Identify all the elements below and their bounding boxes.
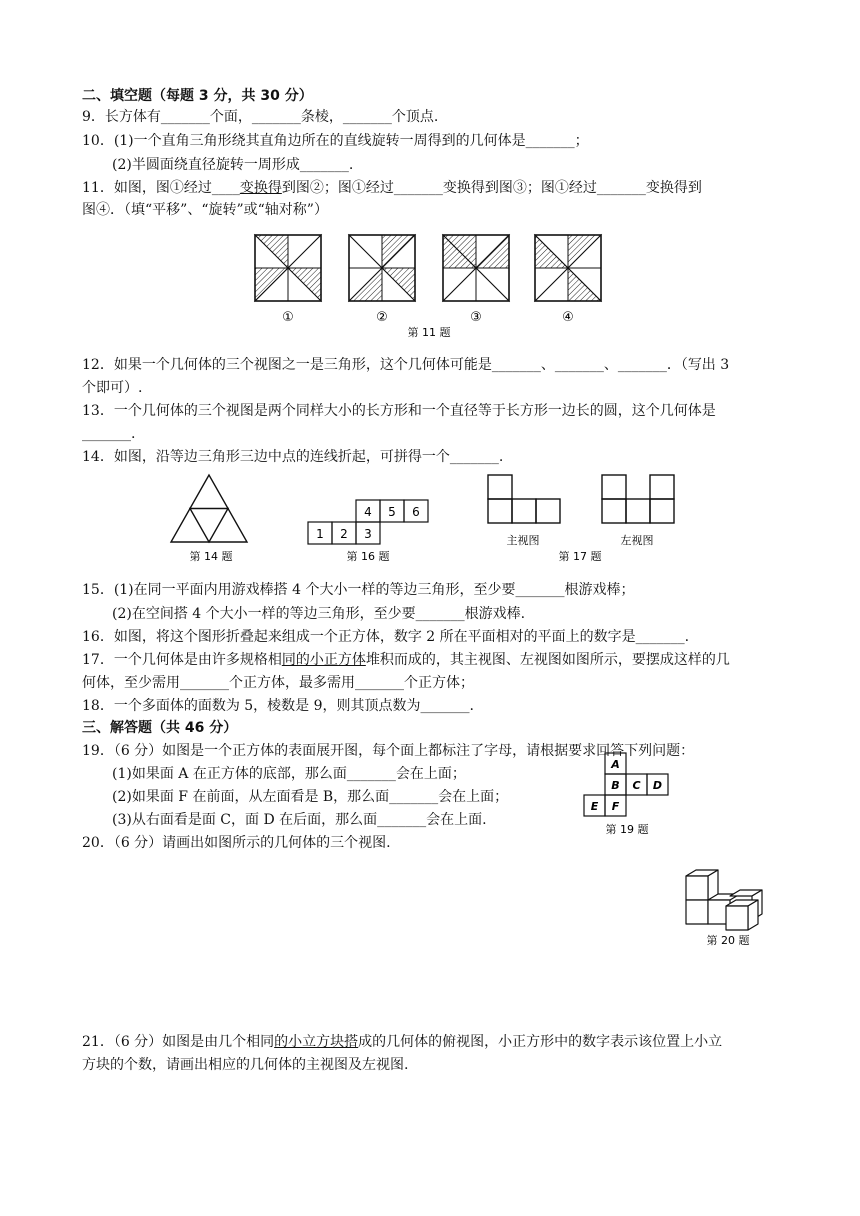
question-9: 9．长方体有_______个面，_______条棱，_______个顶点. <box>82 109 439 125</box>
fig19-letter-C: C <box>632 779 641 792</box>
fig14-caption: 第 14 题 <box>189 550 233 563</box>
q17-text-a: 17．一个几何体是由许多规格相 <box>82 652 282 668</box>
fig11-label-4: ④ <box>562 310 574 325</box>
question-19-part3: (3)从右面看是面 C，面 D 在后面，那么面_______会在上面. <box>112 812 487 828</box>
question-12-line1: 12．如果一个几何体的三个视图之一是三角形，这个几何体可能是_______、_______、_______．（写出 3 <box>82 357 730 373</box>
question-15-part1: 15．(1)在同一平面内用游戏棒搭 4 个大小一样的等边三角形，至少要_______根游戏棒； <box>82 582 635 598</box>
question-18: 18．一个多面体的面数为 5，棱数是 9，则其顶点数为_______. <box>82 698 474 714</box>
fig19-letter-E: E <box>590 800 599 813</box>
question-17-line1 <box>82 650 730 670</box>
question-11-line2: 图④．（填“平移”、“旋转”或“轴对称”） <box>82 202 328 218</box>
question-10-part1: 10．(1)一个直角三角形绕其直角边所在的直线旋转一周得到的几何体是_______； <box>82 133 589 149</box>
fig17-front-view <box>488 475 560 523</box>
fig11-label-3: ③ <box>470 310 482 325</box>
fig11-caption: 第 11 题 <box>407 326 451 339</box>
fig11-label-1: ① <box>282 310 294 325</box>
fig16-num-3: 3 <box>364 527 372 541</box>
fig16-num-6: 6 <box>412 505 420 519</box>
fig16-num-4: 4 <box>364 505 372 519</box>
question-19-part2: (2)如果面 F 在前面，从左面看是 B，那么面_______会在上面； <box>112 789 509 805</box>
question-14: 14．如图，沿等边三角形三边中点的连线折起，可拼得一个_______. <box>82 449 504 465</box>
fig17-caption: 第 17 题 <box>558 550 602 563</box>
figure-14-16-17 <box>0 470 860 570</box>
fig16-num-5: 5 <box>388 505 396 519</box>
question-13-line1: 13．一个几何体的三个视图是两个同样大小的长方形和一个直径等于长方形一边长的圆，这个几何体是 <box>82 403 716 419</box>
fig16-num-2: 2 <box>340 527 348 541</box>
fig11-label-2: ② <box>376 310 388 325</box>
q21-text-a: 21．（6 分）如图是由几个相同 <box>82 1034 275 1050</box>
fig17-left-view <box>602 475 674 523</box>
fig19-letter-B: B <box>611 779 620 792</box>
section2-title: 二、填空题（每题 3 分，共 30 分） <box>82 88 313 104</box>
question-17-line2: 何体，至少需用_______个正方体，最多需用_______个正方体； <box>82 675 474 691</box>
question-10-part2: (2)半圆面绕直径旋转一周形成_______. <box>112 157 354 173</box>
fig11-squares <box>255 235 601 301</box>
question-21-line1 <box>82 1032 722 1052</box>
question-19-part1: (1)如果面 A 在正方体的底部，那么面_______会在上面； <box>112 766 466 782</box>
fig20-caption: 第 20 题 <box>706 934 750 947</box>
figure-11 <box>0 230 860 360</box>
question-12-line2: 个即可）. <box>82 380 143 396</box>
q11-underlined: 变换得 <box>239 180 282 196</box>
fig17-front-label: 主视图 <box>506 534 540 547</box>
fig16-caption: 第 16 题 <box>346 550 390 563</box>
question-21-line2: 方块的个数，请画出相应的几何体的主视图及左视图. <box>82 1057 409 1073</box>
fig17-left-label: 左视图 <box>620 534 654 547</box>
q17-underlined: 同的小正方体 <box>281 652 366 668</box>
question-11-line1 <box>82 178 702 198</box>
fig19-letter-F: F <box>611 800 620 813</box>
fig19-letter-A: A <box>611 758 620 771</box>
fig16-num-1: 1 <box>316 527 324 541</box>
fig19-caption: 第 19 题 <box>605 823 649 836</box>
fig14-triangle <box>171 475 247 542</box>
q21-text-b: 成的几何体的俯视图，小正方形中的数字表示该位置上小立 <box>358 1034 723 1050</box>
question-13-line2: _______. <box>82 426 136 442</box>
q21-underlined: 的小立方块搭 <box>274 1034 359 1050</box>
question-16: 16．如图，将这个图形折叠起来组成一个正方体，数字 2 所在平面相对的平面上的数字是_______. <box>82 629 690 645</box>
section3-title: 三、解答题（共 46 分） <box>82 720 238 736</box>
fig19-letter-D: D <box>652 779 663 792</box>
figure-20 <box>0 860 860 960</box>
fig20-blocks <box>686 870 762 930</box>
question-19: 19．（6 分）如图是一个正方体的表面展开图，每个面上都标注了字母，请根据要求回答下列问题： <box>82 743 695 759</box>
q11-text-b: 到图②；图①经过_______变换得到图③；图①经过_______变换得到 <box>281 180 702 196</box>
q11-text-a: 11．如图，图①经过____ <box>82 180 240 196</box>
question-15-part2: (2)在空间搭 4 个大小一样的等边三角形，至少要_______根游戏棒. <box>112 606 526 622</box>
question-20: 20．（6 分）请画出如图所示的几何体的三个视图. <box>82 835 391 851</box>
q17-text-b: 堆积而成的，其主视图、左视图如图所示，要摆成这样的几 <box>365 652 730 668</box>
